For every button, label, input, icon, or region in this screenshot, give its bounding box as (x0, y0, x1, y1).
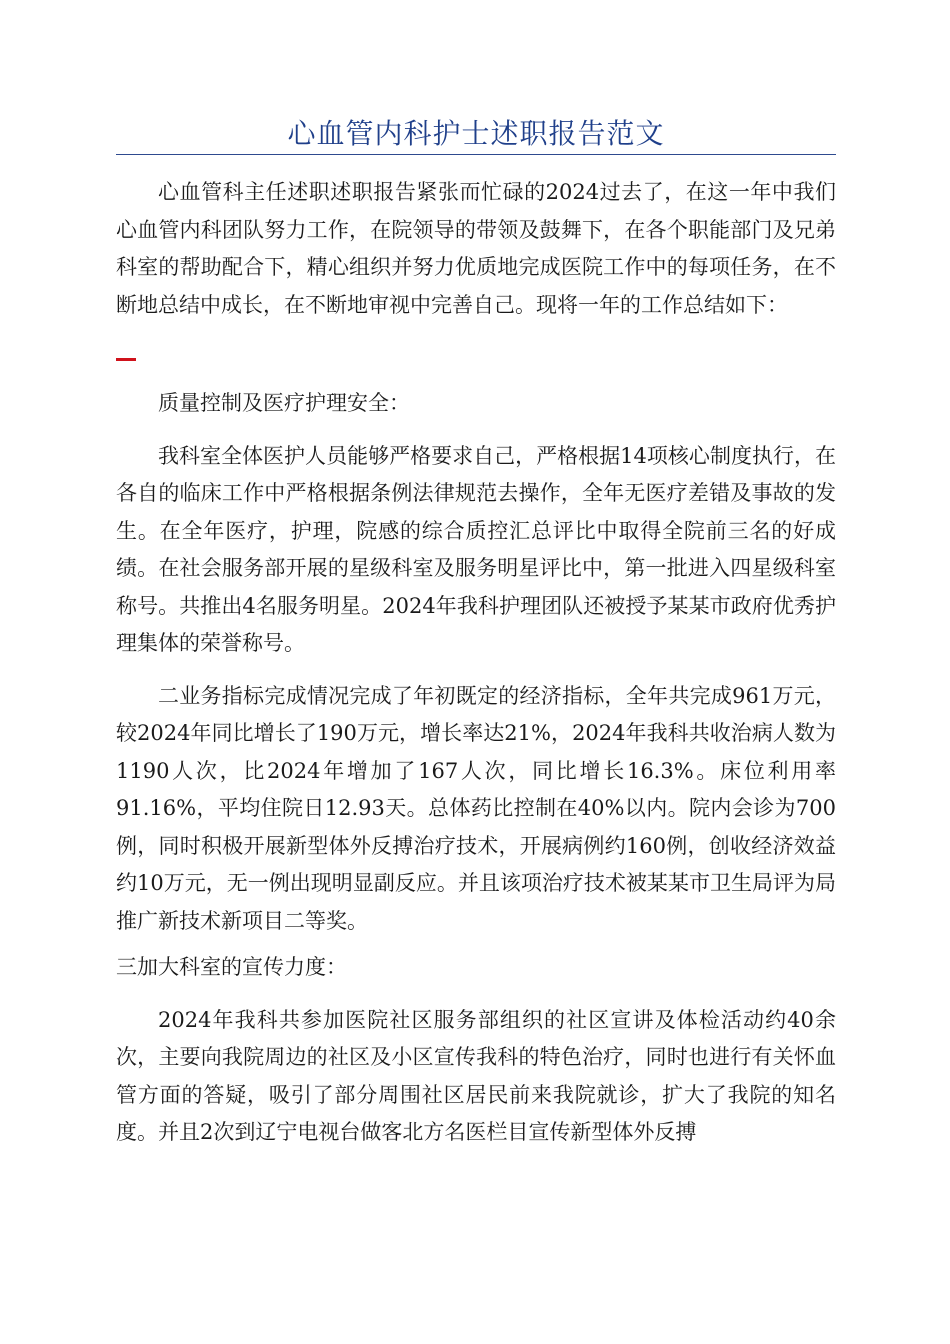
section-heading-publicity: 三加大科室的宣传力度： (116, 955, 347, 979)
title-underline (116, 154, 836, 155)
section-heading-quality: 质量控制及医疗护理安全： (158, 391, 410, 415)
business-indicators-paragraph: 二业务指标完成情况完成了年初既定的经济指标，全年共完成961万元，较2024年同比增长了190万元，增长率达21%，2024年我科共收治病人数为1190人次，比2024年增加了167人次，同比增长16.3%。床位利用率91.16%，平均住院日12.93天。总体药比控制在40%以内。院内会诊为700例，同时积极开展新型体外反搏治疗技术，开展病例约160例，创收经济效益约10万元，无一例出现明显副反应。并且该项治疗技术被某某市卫生局评为局推广新技术新项目二等奖。 (116, 683, 836, 933)
document-body (116, 174, 836, 1152)
page-title: 心血管内科护士述职报告范文 (287, 117, 665, 150)
intro-paragraph: 心血管科主任述职述职报告紧张而忙碌的2024过去了，在这一年中我们心血管内科团队努力工作，在院领导的带领及鼓舞下，在各个职能部门及兄弟科室的帮助配合下，精心组织并努力优质地完成医院工作中的每项任务，在不断地总结中成长，在不断地审视中完善自己。现将一年的工作总结如下： (116, 180, 836, 317)
publicity-paragraph: 2024年我科共参加医院社区服务部组织的社区宣讲及体检活动约40余次，主要向我院周边的社区及小区宣传我科的特色治疗，同时也进行有关怀血管方面的答疑，吸引了部分周围社区居民前来我院就诊，扩大了我院的知名度。并且2次到辽宁电视台做客北方名医栏目宣传新型体外反搏 (116, 1007, 836, 1144)
section-marker-dash (116, 358, 136, 361)
quality-paragraph: 我科室全体医护人员能够严格要求自己，严格根据14项核心制度执行，在各自的临床工作中严格根据条例法律规范去操作，全年无医疗差错及事故的发生。在全年医疗，护理，院感的综合质控汇总评比中取得全院前三名的好成绩。在社会服务部开展的星级科室及服务明星评比中，第一批进入四星级科室称号。共推出4名服务明星。2024年我科护理团队还被授予某某市政府优秀护理集体的荣誉称号。 (116, 443, 836, 655)
